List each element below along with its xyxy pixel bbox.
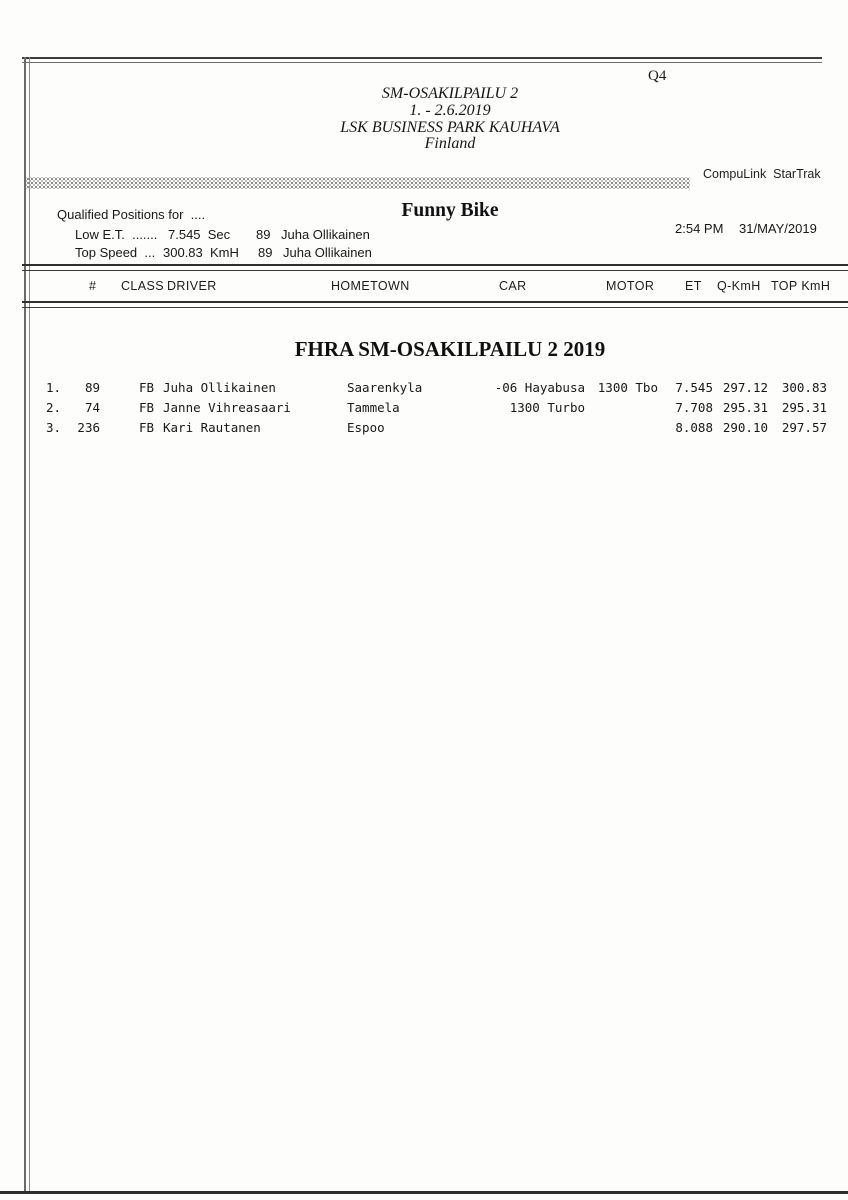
cell-driver: Janne Vihreasaari bbox=[163, 400, 291, 415]
cell-class: FB bbox=[139, 380, 155, 395]
cell-et: 7.708 bbox=[675, 400, 713, 415]
cell-top-kmh: 300.83 bbox=[781, 380, 827, 395]
low-et-value: 7.545 Sec bbox=[168, 227, 231, 242]
cell-class: FB bbox=[139, 420, 155, 435]
page-border-left bbox=[24, 57, 30, 1193]
low-et-car-number: 89 bbox=[256, 227, 271, 242]
cell-driver: Juha Ollikainen bbox=[163, 380, 276, 395]
print-date: 31/MAY/2019 bbox=[739, 221, 817, 236]
timing-system-brand: CompuLink StarTrak bbox=[703, 167, 821, 181]
cell-et: 7.545 bbox=[675, 380, 713, 395]
cell-rank: 3. bbox=[46, 420, 62, 435]
cell-rank: 1. bbox=[46, 380, 62, 395]
table-header-rule-top bbox=[22, 264, 848, 271]
cell-top-kmh: 297.57 bbox=[781, 420, 827, 435]
cell-et: 8.088 bbox=[675, 420, 713, 435]
event-title: SM-OSAKILPAILU 2 bbox=[381, 85, 519, 102]
page-border-bottom bbox=[0, 1191, 848, 1194]
cell-motor: 1300 Tbo bbox=[597, 380, 658, 395]
print-time: 2:54 PM bbox=[675, 221, 724, 236]
cell-driver: Kari Rautanen bbox=[163, 420, 261, 435]
class-title: Funny Bike bbox=[401, 200, 499, 221]
cell-hometown: Tammela bbox=[347, 400, 400, 415]
halftone-divider bbox=[26, 177, 690, 189]
col-header-car: CAR bbox=[499, 279, 527, 293]
cell-number: 236 bbox=[77, 420, 100, 435]
event-country: Finland bbox=[424, 135, 476, 152]
col-header-top-kmh: TOP KmH bbox=[771, 279, 831, 293]
event-dates: 1. - 2.6.2019 bbox=[409, 102, 491, 119]
cell-top-kmh: 295.31 bbox=[781, 400, 827, 415]
low-et-driver: Juha Ollikainen bbox=[281, 227, 370, 242]
top-speed-driver: Juha Ollikainen bbox=[283, 245, 372, 260]
cell-hometown: Saarenkyla bbox=[347, 380, 423, 395]
page-border-top bbox=[22, 57, 822, 63]
cell-class: FB bbox=[139, 400, 155, 415]
event-venue: LSK BUSINESS PARK KAUHAVA bbox=[340, 118, 560, 136]
cell-q-kmh: 297.12 bbox=[722, 380, 768, 395]
col-header-pos: # bbox=[89, 279, 97, 293]
table-header-rule-bottom bbox=[22, 301, 848, 308]
qualified-positions-label: Qualified Positions for .... bbox=[57, 207, 206, 222]
low-et-label: Low E.T. ....... bbox=[75, 227, 158, 242]
top-speed-label: Top Speed ... bbox=[75, 245, 156, 260]
col-header-hometown: HOMETOWN bbox=[331, 279, 410, 293]
col-header-et: ET bbox=[685, 279, 702, 293]
cell-q-kmh: 295.31 bbox=[722, 400, 768, 415]
top-speed-value: 300.83 KmH bbox=[163, 245, 239, 260]
top-speed-car-number: 89 bbox=[258, 245, 273, 260]
cell-number: 74 bbox=[84, 400, 100, 415]
cell-number: 89 bbox=[84, 380, 100, 395]
cell-car: 1300 Turbo bbox=[509, 400, 585, 415]
cell-rank: 2. bbox=[46, 400, 62, 415]
col-header-driver: DRIVER bbox=[167, 279, 217, 293]
col-header-q-kmh: Q-KmH bbox=[717, 279, 761, 293]
section-title: FHRA SM-OSAKILPAILU 2 2019 bbox=[294, 337, 606, 361]
round-label: Q4 bbox=[648, 68, 667, 84]
cell-hometown: Espoo bbox=[347, 420, 385, 435]
col-header-class: CLASS bbox=[121, 279, 164, 293]
cell-q-kmh: 290.10 bbox=[722, 420, 768, 435]
col-header-motor: MOTOR bbox=[606, 279, 655, 293]
cell-car: -06 Hayabusa bbox=[494, 380, 585, 395]
